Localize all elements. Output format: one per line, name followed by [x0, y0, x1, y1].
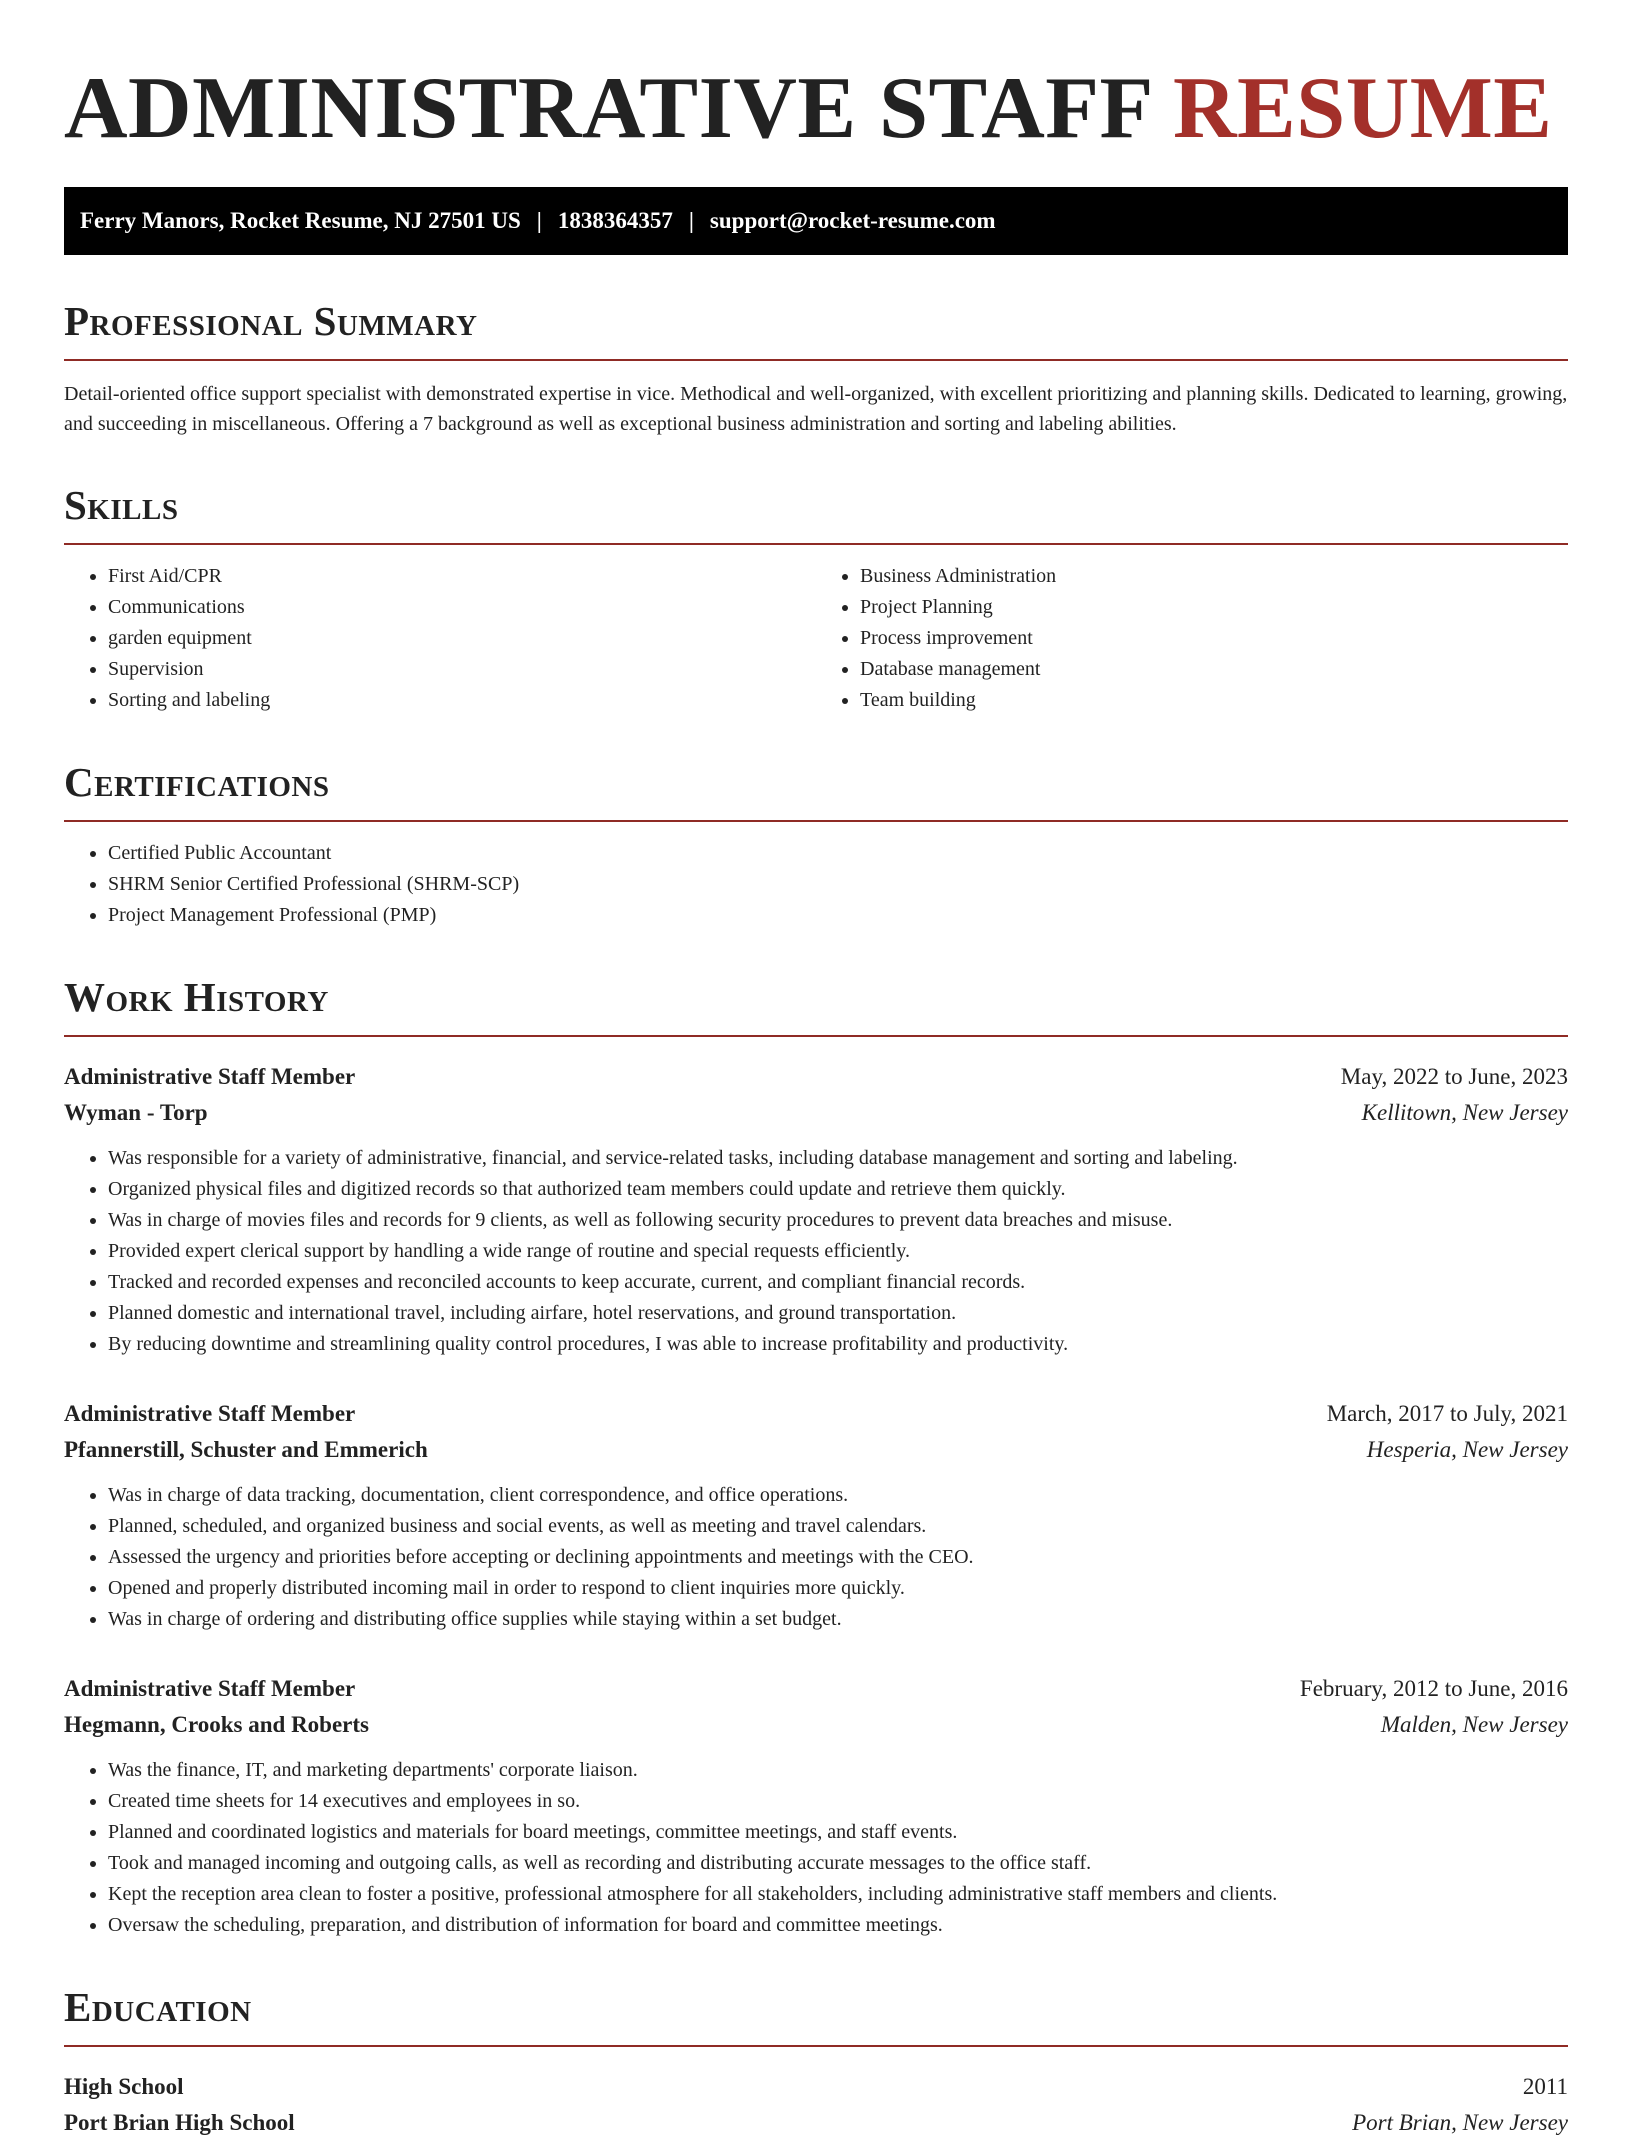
- list-item: • Kept the reception area clean to foster a positive, professional atmosphere for all stakeholders, including administrative staff members and clients.: [108, 1879, 1568, 1910]
- page-title: [64, 0, 1568, 159]
- list-item: • Opened and properly distributed incoming mail in order to respond to client inquiries more quickly.: [108, 1573, 1568, 1604]
- contact-separator: |: [688, 208, 694, 234]
- section-heading: Education: [64, 1983, 1568, 2047]
- list-item: • Created time sheets for 14 executives and employees in so.: [108, 1786, 1568, 1817]
- contact-email[interactable]: support@rocket-resume.com: [709, 208, 996, 234]
- job-header-row: [64, 1396, 1568, 1432]
- contact-phone[interactable]: 1838364357: [557, 208, 673, 234]
- education-location: Port Brian, New Jersey: [1352, 2110, 1568, 2136]
- list-item: • Sorting and labeling: [108, 685, 816, 716]
- job-title: Administrative Staff Member: [64, 1064, 356, 1090]
- job-bullets: [64, 1143, 1568, 1360]
- job-header-row: [64, 1059, 1568, 1095]
- education-degree: High School: [64, 2074, 184, 2100]
- list-item: • Took and managed incoming and outgoing calls, as well as recording and distributing accurate messages to the office staff.: [108, 1848, 1568, 1879]
- list-item: • garden equipment: [108, 623, 816, 654]
- list-item: • Was in charge of movies files and records for 9 clients, as well as following security procedures to prevent data breaches and misuse.: [108, 1205, 1568, 1236]
- contact-bar: [64, 187, 1568, 255]
- list-item: • Oversaw the scheduling, preparation, and distribution of information for board and committee meetings.: [108, 1910, 1568, 1941]
- job-entry: [64, 1396, 1568, 1635]
- section-heading: Work History: [64, 973, 1568, 1037]
- job-location: Hesperia, New Jersey: [1366, 1437, 1568, 1463]
- list-item: • SHRM Senior Certified Professional (SHRM-SCP): [108, 869, 1568, 900]
- education-entry: [64, 2069, 1568, 2141]
- job-entry: [64, 1671, 1568, 1941]
- job-header-row: [64, 1671, 1568, 1707]
- education-year: 2011: [1522, 2074, 1568, 2100]
- section-heading: Certifications: [64, 758, 1568, 822]
- list-item: • Assessed the urgency and priorities before accepting or declining appointments and meetings with the CEO.: [108, 1542, 1568, 1573]
- job-company: Pfannerstill, Schuster and Emmerich: [64, 1437, 428, 1463]
- list-item: • Team building: [860, 685, 1568, 716]
- skills-columns: [64, 545, 1568, 716]
- list-item: • Project Management Professional (PMP): [108, 900, 1568, 931]
- list-item: • Was the finance, IT, and marketing departments' corporate liaison.: [108, 1755, 1568, 1786]
- list-item: • Process improvement: [860, 623, 1568, 654]
- section-heading: Professional Summary: [64, 297, 1568, 361]
- work-history-section: [64, 973, 1568, 1941]
- job-dates: March, 2017 to July, 2021: [1326, 1401, 1568, 1427]
- list-item: • Certified Public Accountant: [108, 838, 1568, 869]
- list-item: • Database management: [860, 654, 1568, 685]
- contact-separator: |: [536, 208, 542, 234]
- list-item: • Organized physical files and digitized records so that authorized team members could update and retrieve them quickly.: [108, 1174, 1568, 1205]
- job-entry: [64, 1059, 1568, 1360]
- list-item: • Was in charge of data tracking, documentation, client correspondence, and office operations.: [108, 1480, 1568, 1511]
- job-company-row: [64, 1432, 1568, 1468]
- skills-list-left: [64, 561, 816, 716]
- job-bullets: [64, 1755, 1568, 1941]
- title-main: ADMINISTRATIVE STAFF: [64, 60, 1151, 157]
- list-item: • Supervision: [108, 654, 816, 685]
- summary-section: [64, 297, 1568, 439]
- education-section: [64, 1983, 1568, 2141]
- job-dates: May, 2022 to June, 2023: [1340, 1064, 1568, 1090]
- list-item: • Tracked and recorded expenses and reconciled accounts to keep accurate, current, and compliant financial records.: [108, 1267, 1568, 1298]
- list-item: • By reducing downtime and streamlining quality control procedures, I was able to increase profitability and productivity.: [108, 1329, 1568, 1360]
- list-item: • Planned domestic and international travel, including airfare, hotel reservations, and ground transportation.: [108, 1298, 1568, 1329]
- job-dates: February, 2012 to June, 2016: [1299, 1676, 1568, 1702]
- list-item: • Planned and coordinated logistics and materials for board meetings, committee meetings, and staff events.: [108, 1817, 1568, 1848]
- skills-list-right: [816, 561, 1568, 716]
- list-item: • Planned, scheduled, and organized business and social events, as well as meeting and travel calendars.: [108, 1511, 1568, 1542]
- education-school-row: [64, 2105, 1568, 2141]
- job-location: Malden, New Jersey: [1380, 1712, 1568, 1738]
- job-company: Wyman - Torp: [64, 1100, 208, 1126]
- job-title: Administrative Staff Member: [64, 1401, 356, 1427]
- list-item: • Project Planning: [860, 592, 1568, 623]
- job-title: Administrative Staff Member: [64, 1676, 356, 1702]
- job-company: Hegmann, Crooks and Roberts: [64, 1712, 369, 1738]
- job-bullets: [64, 1480, 1568, 1635]
- job-company-row: [64, 1707, 1568, 1743]
- job-company-row: [64, 1095, 1568, 1131]
- list-item: • First Aid/CPR: [108, 561, 816, 592]
- summary-text: Detail-oriented office support specialist with demonstrated expertise in vice. Methodical and well-organized, with excellent prioritizing and planning skills. Dedicated to learning, growing, and succeeding in miscellaneous. Offering a 7 background as well as exceptional business administration and sorting and labeling abilities.: [64, 383, 1568, 436]
- list-item: • Business Administration: [860, 561, 1568, 592]
- contact-address: Ferry Manors, Rocket Resume, NJ 27501 US: [80, 208, 521, 234]
- list-item: • Was responsible for a variety of administrative, financial, and service-related tasks, including database management and sorting and labeling.: [108, 1143, 1568, 1174]
- certifications-section: [64, 758, 1568, 931]
- skills-section: [64, 481, 1568, 716]
- certifications-list: [64, 838, 1568, 931]
- list-item: • Was in charge of ordering and distributing office supplies while staying within a set budget.: [108, 1604, 1568, 1635]
- section-heading: Skills: [64, 481, 1568, 545]
- job-location: Kellitown, New Jersey: [1361, 1100, 1568, 1126]
- list-item: • Communications: [108, 592, 816, 623]
- education-school: Port Brian High School: [64, 2110, 295, 2136]
- education-header-row: [64, 2069, 1568, 2105]
- title-accent: RESUME: [1173, 60, 1553, 157]
- list-item: • Provided expert clerical support by handling a wide range of routine and special requests efficiently.: [108, 1236, 1568, 1267]
